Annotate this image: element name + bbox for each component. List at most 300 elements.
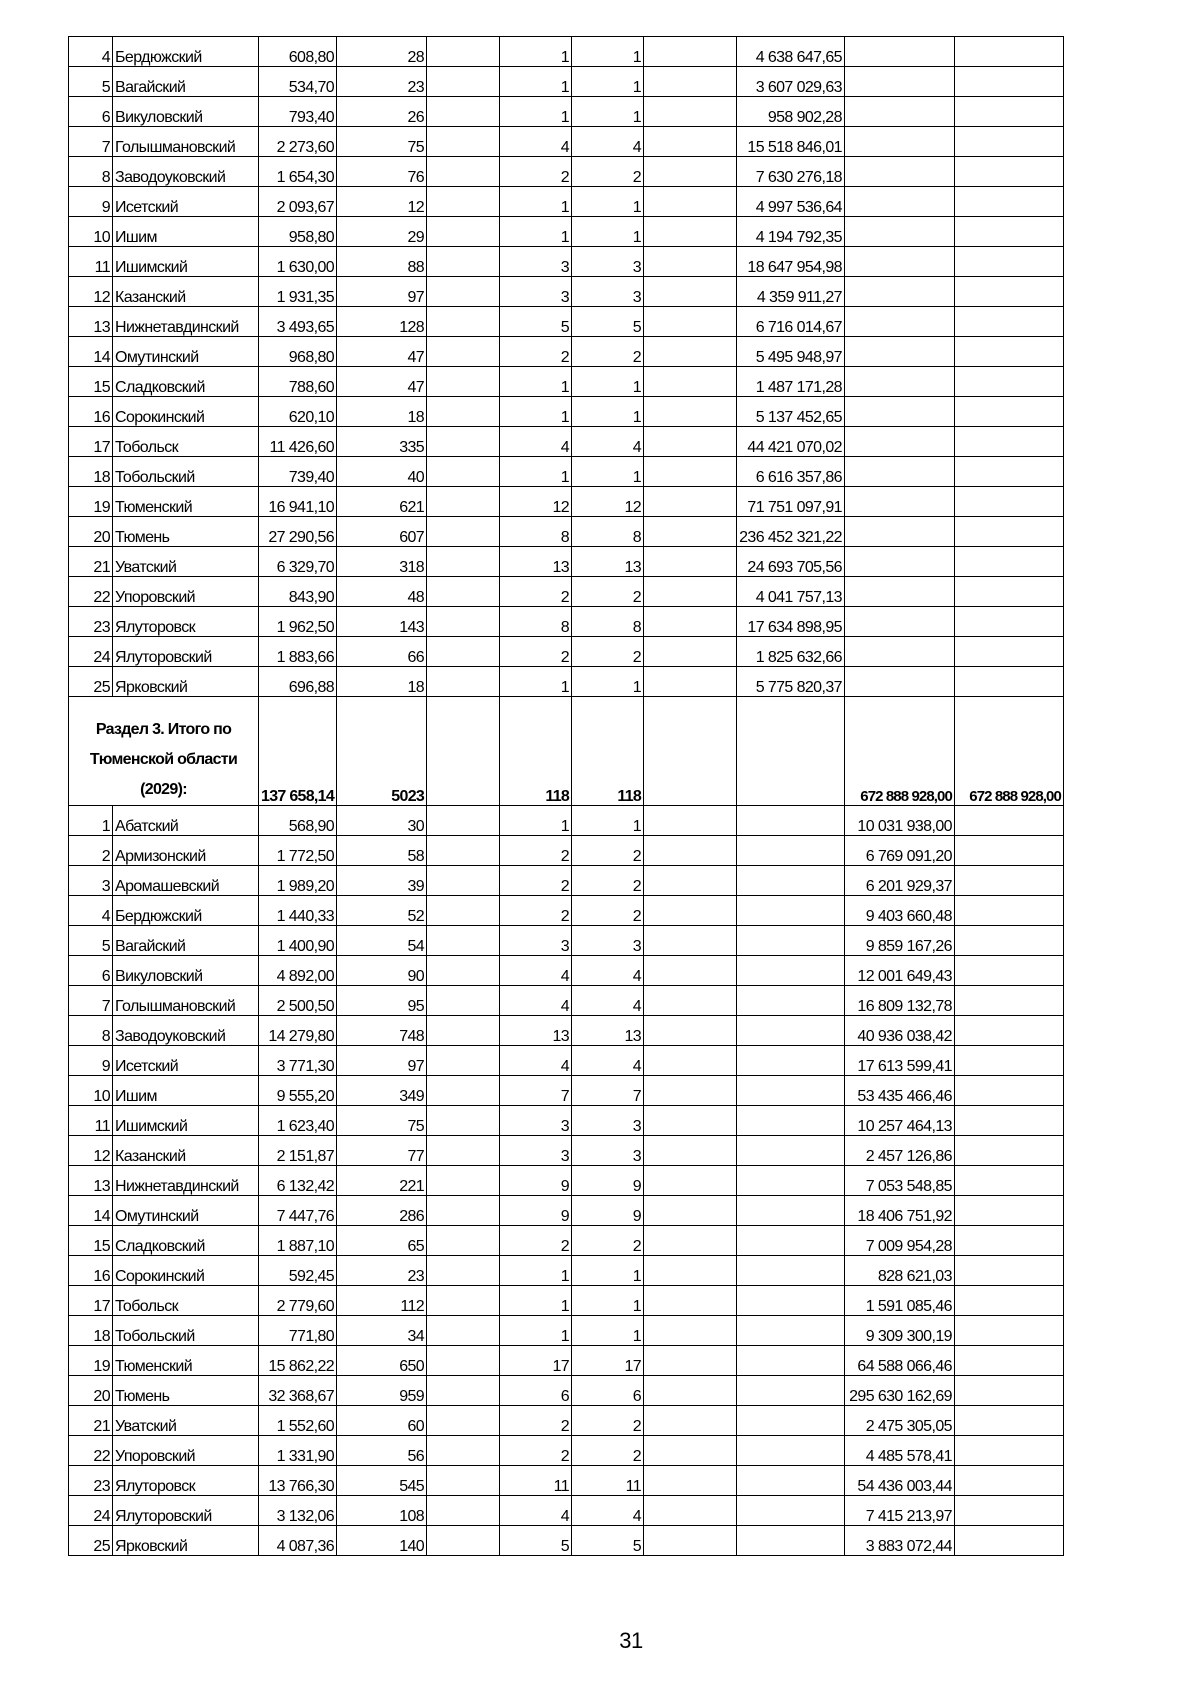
cell-c9 bbox=[844, 457, 954, 487]
cell-area: 1 623,40 bbox=[259, 1106, 337, 1136]
row-number-cell: 9 bbox=[69, 187, 113, 217]
cell-c5: 2 bbox=[500, 866, 572, 896]
cell-c6: 3 bbox=[572, 1106, 644, 1136]
cell-c6: 2 bbox=[572, 157, 644, 187]
cell-c6: 1 bbox=[572, 217, 644, 247]
row-number-cell: 10 bbox=[69, 1076, 113, 1106]
cell-c10 bbox=[954, 397, 1063, 427]
table-row bbox=[69, 1406, 1064, 1436]
cell-qty: 29 bbox=[337, 217, 427, 247]
cell-c5: 13 bbox=[500, 1016, 572, 1046]
cell-c4 bbox=[427, 806, 500, 836]
table-row bbox=[69, 427, 1064, 457]
cell-c6: 1 bbox=[572, 37, 644, 67]
cell-c9: 10 031 938,00 bbox=[844, 806, 954, 836]
total-label-line2: Тюменской области (2029): bbox=[89, 751, 238, 798]
cell-c6: 2 bbox=[572, 1436, 644, 1466]
cell-c7 bbox=[644, 1376, 737, 1406]
cell-area: 14 279,80 bbox=[259, 1016, 337, 1046]
row-number-cell: 16 bbox=[69, 397, 113, 427]
district-name-cell: Сорокинский bbox=[113, 397, 259, 427]
cell-qty: 128 bbox=[337, 307, 427, 337]
district-name-cell: Тобольск bbox=[113, 1286, 259, 1316]
cell-c9 bbox=[844, 217, 954, 247]
cell-c5: 1 bbox=[500, 457, 572, 487]
total-label bbox=[69, 697, 259, 806]
cell-c10 bbox=[954, 217, 1063, 247]
district-name-cell: Ялуторовск bbox=[113, 1466, 259, 1496]
table-row bbox=[69, 637, 1064, 667]
row-number-cell: 5 bbox=[69, 67, 113, 97]
cell-c8 bbox=[737, 926, 845, 956]
row-number-cell: 20 bbox=[69, 517, 113, 547]
district-name-cell: Тюмень bbox=[113, 1376, 259, 1406]
cell-c6: 13 bbox=[572, 547, 644, 577]
cell-c10 bbox=[954, 1316, 1063, 1346]
row-number-cell: 23 bbox=[69, 1466, 113, 1496]
row-number-cell: 14 bbox=[69, 337, 113, 367]
cell-c10 bbox=[954, 517, 1063, 547]
cell-area: 13 766,30 bbox=[259, 1466, 337, 1496]
cell-c6: 2 bbox=[572, 637, 644, 667]
cell-c6: 2 bbox=[572, 836, 644, 866]
cell-c7 bbox=[644, 607, 737, 637]
cell-qty: 95 bbox=[337, 986, 427, 1016]
table-row bbox=[69, 836, 1064, 866]
cell-c6: 2 bbox=[572, 577, 644, 607]
cell-c8: 6 716 014,67 bbox=[737, 307, 845, 337]
cell-c6: 1 bbox=[572, 397, 644, 427]
cell-c8: 958 902,28 bbox=[737, 97, 845, 127]
table-body bbox=[69, 37, 1064, 1556]
cell-c8 bbox=[737, 1526, 845, 1556]
cell-area: 1 440,33 bbox=[259, 896, 337, 926]
cell-area: 793,40 bbox=[259, 97, 337, 127]
cell-c4 bbox=[427, 427, 500, 457]
table-row bbox=[69, 1316, 1064, 1346]
district-name-cell: Заводоуковский bbox=[113, 157, 259, 187]
cell-qty: 23 bbox=[337, 67, 427, 97]
cell-c6: 9 bbox=[572, 1166, 644, 1196]
cell-c5: 4 bbox=[500, 956, 572, 986]
cell-c9: 7 415 213,97 bbox=[844, 1496, 954, 1526]
table-row bbox=[69, 517, 1064, 547]
cell-c6: 2 bbox=[572, 1226, 644, 1256]
district-name-cell: Бердюжский bbox=[113, 37, 259, 67]
cell-c5: 2 bbox=[500, 637, 572, 667]
cell-c5: 1 bbox=[500, 367, 572, 397]
data-table bbox=[68, 36, 1064, 1556]
cell-c7 bbox=[644, 217, 737, 247]
cell-qty: 140 bbox=[337, 1526, 427, 1556]
table-row bbox=[69, 127, 1064, 157]
cell-c6: 1 bbox=[572, 367, 644, 397]
cell-c5: 1 bbox=[500, 806, 572, 836]
cell-c7 bbox=[644, 247, 737, 277]
cell-qty: 221 bbox=[337, 1166, 427, 1196]
cell-area: 1 331,90 bbox=[259, 1436, 337, 1466]
cell-c8: 236 452 321,22 bbox=[737, 517, 845, 547]
district-name-cell: Сладковский bbox=[113, 1226, 259, 1256]
cell-qty: 90 bbox=[337, 956, 427, 986]
cell-c4 bbox=[427, 577, 500, 607]
cell-c8 bbox=[737, 866, 845, 896]
cell-c9: 6 201 929,37 bbox=[844, 866, 954, 896]
cell-c7 bbox=[644, 926, 737, 956]
cell-c10 bbox=[954, 1376, 1063, 1406]
cell-c10 bbox=[954, 1466, 1063, 1496]
table-row bbox=[69, 986, 1064, 1016]
cell-c4 bbox=[427, 926, 500, 956]
cell-c9 bbox=[844, 577, 954, 607]
cell-c5: 2 bbox=[500, 157, 572, 187]
cell-c9 bbox=[844, 127, 954, 157]
cell-c10 bbox=[954, 667, 1063, 697]
cell-c9: 17 613 599,41 bbox=[844, 1046, 954, 1076]
table-row bbox=[69, 37, 1064, 67]
table-row bbox=[69, 577, 1064, 607]
cell-c7 bbox=[644, 1346, 737, 1376]
cell-c8: 4 997 536,64 bbox=[737, 187, 845, 217]
cell-area: 1 931,35 bbox=[259, 277, 337, 307]
cell-area: 1 989,20 bbox=[259, 866, 337, 896]
cell-area: 6 329,70 bbox=[259, 547, 337, 577]
cell-c4 bbox=[427, 277, 500, 307]
row-number-cell: 12 bbox=[69, 277, 113, 307]
cell-qty: 76 bbox=[337, 157, 427, 187]
district-name-cell: Ишимский bbox=[113, 1106, 259, 1136]
cell-c6: 4 bbox=[572, 427, 644, 457]
table-row bbox=[69, 337, 1064, 367]
cell-c9 bbox=[844, 67, 954, 97]
cell-c7 bbox=[644, 1436, 737, 1466]
cell-c4 bbox=[427, 367, 500, 397]
row-number-cell: 14 bbox=[69, 1196, 113, 1226]
cell-c10 bbox=[954, 1526, 1063, 1556]
row-number-cell: 2 bbox=[69, 836, 113, 866]
cell-c6: 3 bbox=[572, 1136, 644, 1166]
cell-c6: 4 bbox=[572, 127, 644, 157]
cell-area: 4 892,00 bbox=[259, 956, 337, 986]
table-row bbox=[69, 367, 1064, 397]
cell-c8: 7 630 276,18 bbox=[737, 157, 845, 187]
cell-area: 11 426,60 bbox=[259, 427, 337, 457]
cell-c8 bbox=[737, 1136, 845, 1166]
cell-c8 bbox=[737, 1496, 845, 1526]
cell-c5: 1 bbox=[500, 397, 572, 427]
cell-area: 1 654,30 bbox=[259, 157, 337, 187]
cell-c10 bbox=[954, 1256, 1063, 1286]
cell-c7 bbox=[644, 487, 737, 517]
cell-c6: 3 bbox=[572, 926, 644, 956]
table-row bbox=[69, 1346, 1064, 1376]
cell-c9: 295 630 162,69 bbox=[844, 1376, 954, 1406]
cell-c10 bbox=[954, 277, 1063, 307]
total-row bbox=[69, 697, 1064, 806]
cell-area: 2 273,60 bbox=[259, 127, 337, 157]
district-name-cell: Тобольский bbox=[113, 1316, 259, 1346]
cell-qty: 349 bbox=[337, 1076, 427, 1106]
cell-c7 bbox=[644, 1406, 737, 1436]
district-name-cell: Ярковский bbox=[113, 667, 259, 697]
cell-c4 bbox=[427, 1046, 500, 1076]
cell-c6: 4 bbox=[572, 956, 644, 986]
table-row bbox=[69, 806, 1064, 836]
district-name-cell: Вагайский bbox=[113, 926, 259, 956]
cell-c9 bbox=[844, 427, 954, 457]
table-row bbox=[69, 547, 1064, 577]
cell-c6: 2 bbox=[572, 1406, 644, 1436]
row-number-cell: 9 bbox=[69, 1046, 113, 1076]
cell-qty: 88 bbox=[337, 247, 427, 277]
cell-c8: 15 518 846,01 bbox=[737, 127, 845, 157]
cell-c4 bbox=[427, 896, 500, 926]
cell-area: 1 772,50 bbox=[259, 836, 337, 866]
cell-c6: 1 bbox=[572, 67, 644, 97]
cell-area: 620,10 bbox=[259, 397, 337, 427]
cell-c8 bbox=[737, 896, 845, 926]
cell-c8: 4 041 757,13 bbox=[737, 577, 845, 607]
cell-c5: 8 bbox=[500, 517, 572, 547]
table-row bbox=[69, 926, 1064, 956]
row-number-cell: 7 bbox=[69, 127, 113, 157]
cell-c7 bbox=[644, 1316, 737, 1346]
cell-c5: 4 bbox=[500, 427, 572, 457]
cell-c6: 4 bbox=[572, 1046, 644, 1076]
table-row bbox=[69, 277, 1064, 307]
cell-c4 bbox=[427, 637, 500, 667]
cell-c4 bbox=[427, 247, 500, 277]
table-row bbox=[69, 956, 1064, 986]
cell-c10 bbox=[954, 956, 1063, 986]
cell-c8 bbox=[737, 1346, 845, 1376]
cell-c9: 12 001 649,43 bbox=[844, 956, 954, 986]
cell-c8 bbox=[737, 836, 845, 866]
table-row bbox=[69, 157, 1064, 187]
cell-qty: 60 bbox=[337, 1406, 427, 1436]
cell-c6: 17 bbox=[572, 1346, 644, 1376]
table-row bbox=[69, 1376, 1064, 1406]
cell-c7 bbox=[644, 67, 737, 97]
cell-area: 32 368,67 bbox=[259, 1376, 337, 1406]
cell-area: 1 630,00 bbox=[259, 247, 337, 277]
cell-c4 bbox=[427, 1466, 500, 1496]
cell-area: 696,88 bbox=[259, 667, 337, 697]
cell-c4 bbox=[427, 1346, 500, 1376]
row-number-cell: 15 bbox=[69, 367, 113, 397]
cell-c10 bbox=[954, 896, 1063, 926]
cell-c8 bbox=[737, 1196, 845, 1226]
cell-c7 bbox=[644, 37, 737, 67]
table-row bbox=[69, 1436, 1064, 1466]
district-name-cell: Ялуторовск bbox=[113, 607, 259, 637]
row-number-cell: 22 bbox=[69, 577, 113, 607]
district-name-cell: Нижнетавдинский bbox=[113, 1166, 259, 1196]
cell-c6: 1 bbox=[572, 1256, 644, 1286]
cell-c7 bbox=[644, 547, 737, 577]
row-number-cell: 15 bbox=[69, 1226, 113, 1256]
table-row bbox=[69, 1046, 1064, 1076]
cell-c4 bbox=[427, 187, 500, 217]
district-name-cell: Ярковский bbox=[113, 1526, 259, 1556]
cell-c9: 9 309 300,19 bbox=[844, 1316, 954, 1346]
cell-c8 bbox=[737, 986, 845, 1016]
cell-qty: 97 bbox=[337, 277, 427, 307]
cell-c7 bbox=[644, 157, 737, 187]
district-name-cell: Уватский bbox=[113, 1406, 259, 1436]
cell-area: 1 883,66 bbox=[259, 637, 337, 667]
cell-c4 bbox=[427, 157, 500, 187]
cell-c7 bbox=[644, 1196, 737, 1226]
table-row bbox=[69, 1016, 1064, 1046]
cell-c4 bbox=[427, 97, 500, 127]
cell-qty: 56 bbox=[337, 1436, 427, 1466]
row-number-cell: 13 bbox=[69, 1166, 113, 1196]
cell-c4 bbox=[427, 1196, 500, 1226]
cell-c7 bbox=[644, 866, 737, 896]
cell-c7 bbox=[644, 97, 737, 127]
cell-c6: 1 bbox=[572, 667, 644, 697]
cell-c4 bbox=[427, 547, 500, 577]
cell-c7 bbox=[644, 1016, 737, 1046]
cell-c9 bbox=[844, 547, 954, 577]
row-number-cell: 19 bbox=[69, 1346, 113, 1376]
cell-c8: 17 634 898,95 bbox=[737, 607, 845, 637]
cell-c6: 1 bbox=[572, 97, 644, 127]
row-number-cell: 18 bbox=[69, 457, 113, 487]
cell-c6: 1 bbox=[572, 806, 644, 836]
cell-c9 bbox=[844, 277, 954, 307]
cell-qty: 607 bbox=[337, 517, 427, 547]
cell-c8: 5 137 452,65 bbox=[737, 397, 845, 427]
cell-c5: 118 bbox=[500, 697, 572, 806]
cell-qty: 748 bbox=[337, 1016, 427, 1046]
cell-c8: 44 421 070,02 bbox=[737, 427, 845, 457]
district-name-cell: Голышмановский bbox=[113, 986, 259, 1016]
cell-c9: 672 888 928,00 bbox=[844, 697, 954, 806]
cell-c4 bbox=[427, 836, 500, 866]
cell-c8: 5 495 948,97 bbox=[737, 337, 845, 367]
cell-c8: 5 775 820,37 bbox=[737, 667, 845, 697]
row-number-cell: 24 bbox=[69, 637, 113, 667]
cell-c8: 4 638 647,65 bbox=[737, 37, 845, 67]
cell-c6: 2 bbox=[572, 337, 644, 367]
cell-c8: 1 487 171,28 bbox=[737, 367, 845, 397]
district-name-cell: Сладковский bbox=[113, 367, 259, 397]
cell-c7 bbox=[644, 127, 737, 157]
cell-area: 843,90 bbox=[259, 577, 337, 607]
cell-c4 bbox=[427, 127, 500, 157]
district-name-cell: Нижнетавдинский bbox=[113, 307, 259, 337]
cell-c5: 2 bbox=[500, 1226, 572, 1256]
cell-area: 968,80 bbox=[259, 337, 337, 367]
cell-c10 bbox=[954, 986, 1063, 1016]
cell-c9: 828 621,03 bbox=[844, 1256, 954, 1286]
cell-c4 bbox=[427, 1076, 500, 1106]
cell-c8 bbox=[737, 697, 845, 806]
district-name-cell: Тюменский bbox=[113, 487, 259, 517]
cell-c5: 1 bbox=[500, 1256, 572, 1286]
cell-c7 bbox=[644, 427, 737, 457]
cell-area: 771,80 bbox=[259, 1316, 337, 1346]
cell-area: 1 400,90 bbox=[259, 926, 337, 956]
row-number-cell: 22 bbox=[69, 1436, 113, 1466]
cell-c5: 1 bbox=[500, 97, 572, 127]
cell-c9: 7 053 548,85 bbox=[844, 1166, 954, 1196]
cell-c10 bbox=[954, 577, 1063, 607]
district-name-cell: Вагайский bbox=[113, 67, 259, 97]
cell-c4 bbox=[427, 607, 500, 637]
district-name-cell: Омутинский bbox=[113, 1196, 259, 1226]
cell-c7 bbox=[644, 1046, 737, 1076]
cell-c7 bbox=[644, 1166, 737, 1196]
cell-c7 bbox=[644, 637, 737, 667]
cell-c5: 1 bbox=[500, 217, 572, 247]
row-number-cell: 21 bbox=[69, 547, 113, 577]
cell-c9 bbox=[844, 307, 954, 337]
cell-qty: 48 bbox=[337, 577, 427, 607]
cell-qty: 54 bbox=[337, 926, 427, 956]
cell-c5: 2 bbox=[500, 1406, 572, 1436]
cell-qty: 66 bbox=[337, 637, 427, 667]
cell-c10 bbox=[954, 1286, 1063, 1316]
cell-c10 bbox=[954, 1406, 1063, 1436]
cell-c5: 5 bbox=[500, 307, 572, 337]
cell-c9: 18 406 751,92 bbox=[844, 1196, 954, 1226]
cell-c5: 9 bbox=[500, 1166, 572, 1196]
cell-c8 bbox=[737, 1436, 845, 1466]
cell-c8 bbox=[737, 1226, 845, 1256]
cell-c4 bbox=[427, 956, 500, 986]
cell-c6: 7 bbox=[572, 1076, 644, 1106]
district-name-cell: Викуловский bbox=[113, 956, 259, 986]
cell-qty: 18 bbox=[337, 397, 427, 427]
cell-c9: 6 769 091,20 bbox=[844, 836, 954, 866]
cell-c8 bbox=[737, 1166, 845, 1196]
row-number-cell: 16 bbox=[69, 1256, 113, 1286]
cell-qty: 959 bbox=[337, 1376, 427, 1406]
cell-c9: 54 436 003,44 bbox=[844, 1466, 954, 1496]
table-row bbox=[69, 457, 1064, 487]
cell-c4 bbox=[427, 337, 500, 367]
table-row bbox=[69, 1226, 1064, 1256]
row-number-cell: 18 bbox=[69, 1316, 113, 1346]
cell-c10 bbox=[954, 367, 1063, 397]
cell-c6: 2 bbox=[572, 896, 644, 926]
cell-c4 bbox=[427, 667, 500, 697]
cell-qty: 143 bbox=[337, 607, 427, 637]
cell-c4 bbox=[427, 1526, 500, 1556]
cell-c6: 1 bbox=[572, 187, 644, 217]
district-name-cell: Заводоуковский bbox=[113, 1016, 259, 1046]
cell-c10 bbox=[954, 1046, 1063, 1076]
cell-c10 bbox=[954, 1166, 1063, 1196]
cell-c5: 2 bbox=[500, 896, 572, 926]
row-number-cell: 17 bbox=[69, 1286, 113, 1316]
cell-c7 bbox=[644, 806, 737, 836]
cell-c4 bbox=[427, 517, 500, 547]
cell-c10 bbox=[954, 547, 1063, 577]
cell-c10 bbox=[954, 806, 1063, 836]
cell-c7 bbox=[644, 1466, 737, 1496]
cell-c10 bbox=[954, 607, 1063, 637]
row-number-cell: 25 bbox=[69, 667, 113, 697]
cell-c7 bbox=[644, 367, 737, 397]
cell-qty: 75 bbox=[337, 1106, 427, 1136]
cell-c7 bbox=[644, 1286, 737, 1316]
table-row bbox=[69, 1496, 1064, 1526]
row-number-cell: 21 bbox=[69, 1406, 113, 1436]
